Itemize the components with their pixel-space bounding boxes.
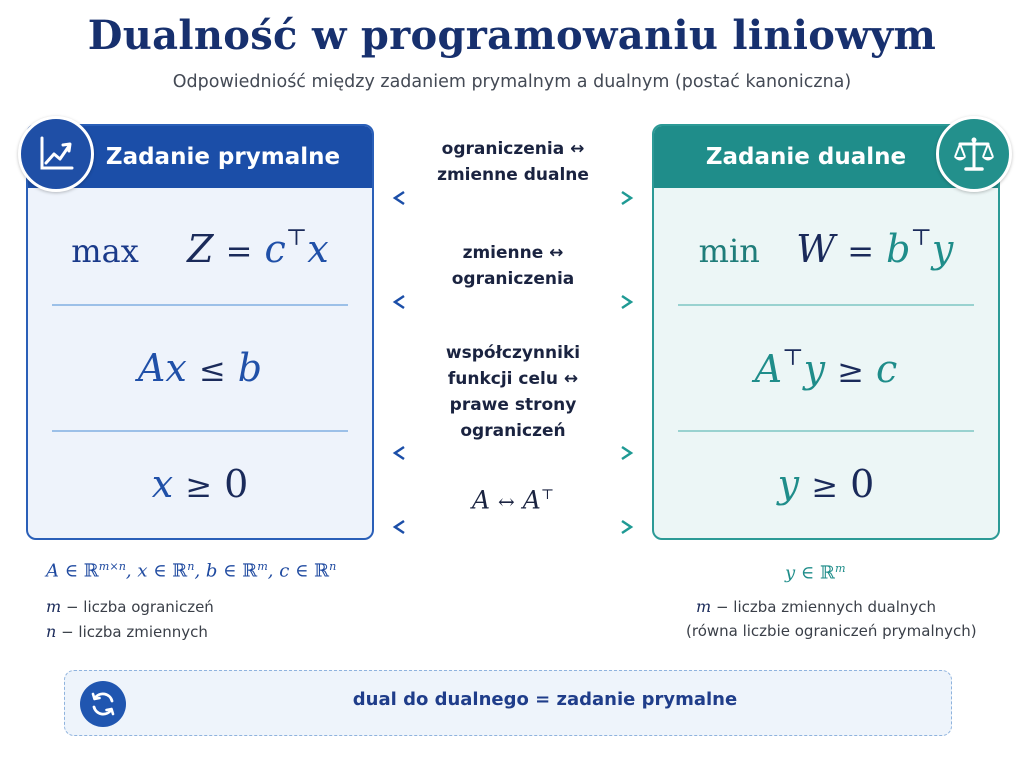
dual-nonneg-y: y	[777, 462, 800, 506]
line-chart-icon	[18, 116, 94, 192]
mapping-3-line-2: funkcji celu ↔	[447, 369, 579, 389]
mapping-coefficients-rhs	[402, 340, 624, 444]
mapping-3-line-4: ograniczeń	[460, 421, 566, 441]
dim-R-4: ℝ	[314, 560, 330, 582]
primal-nonneg	[28, 434, 372, 534]
mapping-constraints-dualvars	[402, 136, 624, 188]
primal-nonneg-x: x	[151, 462, 174, 506]
dual-constraint-rel: ≥	[837, 352, 864, 391]
dim-in-2: ∈	[153, 560, 167, 582]
dual-nonneg	[654, 434, 998, 534]
mapping-4-arrow: ↔	[498, 489, 515, 514]
primal-divider-1	[52, 304, 348, 306]
primal-constraint-b: b	[237, 346, 263, 390]
dim-mxn: m×n	[98, 560, 126, 573]
dim-c: c	[279, 560, 290, 582]
double-arrow-1	[390, 188, 636, 208]
dual-nonneg-zero: 0	[850, 462, 875, 506]
primal-nonneg-zero: 0	[224, 462, 249, 506]
dual-note-m-text: − liczba zmiennych dualnych	[715, 598, 937, 616]
dual-objective-eq: =	[847, 232, 875, 271]
dim-R-2: ℝ	[172, 560, 188, 582]
dual-constraint-transpose: ⊤	[782, 344, 804, 371]
dim-A: A	[46, 560, 59, 582]
scales-icon	[936, 116, 1012, 192]
dual-note-m-2: (równa liczbie ograniczeń prymalnych)	[686, 622, 977, 640]
dim-x: x	[137, 560, 148, 582]
dual-dim-R: ℝ	[819, 562, 835, 584]
page-subtitle: Odpowiedniość między zadaniem prymalnym a dualnym (postać kanoniczna)	[172, 72, 852, 92]
mapping-vars-constraints	[402, 240, 624, 292]
footer-text: dual do dualnego = zadanie prymalne	[352, 689, 738, 710]
primal-constraint	[28, 318, 372, 418]
dual-constraint	[654, 318, 998, 418]
cycle-arrows-icon	[80, 681, 126, 727]
primal-objective-transpose: ⊤	[285, 224, 308, 251]
primal-objective-var: Z	[187, 227, 214, 272]
primal-divider-2	[52, 430, 348, 432]
double-arrow-3	[390, 443, 636, 463]
dual-panel	[652, 124, 1000, 540]
dual-objective-var: W	[796, 227, 836, 272]
dual-dim-m: m	[834, 562, 846, 575]
primal-objective-op: max	[71, 232, 139, 271]
mapping-1-line-2: zmienne dualne	[437, 165, 589, 185]
primal-objective-eq: =	[225, 232, 253, 271]
primal-note-m	[46, 597, 214, 616]
dual-dim-y: y	[785, 562, 796, 584]
dual-objective	[654, 198, 998, 298]
dual-objective-op: min	[698, 232, 760, 271]
dual-constraint-y: y	[803, 347, 826, 392]
dim-n: n	[187, 560, 195, 573]
dual-note-m	[696, 597, 936, 616]
dim-b: b	[205, 560, 218, 582]
double-arrow-2	[390, 292, 636, 312]
primal-objective-c: c	[264, 227, 286, 272]
dim-n-2: n	[329, 560, 337, 573]
primal-note-m-text: − liczba ograniczeń	[65, 598, 214, 616]
primal-note-n-symbol: n	[46, 622, 57, 641]
mapping-3-line-3: prawe strony	[449, 395, 577, 415]
primal-objective	[28, 198, 372, 298]
primal-note-m-symbol: m	[46, 597, 62, 616]
dual-objective-transpose: ⊤	[910, 224, 932, 251]
dual-note-m-symbol: m	[696, 597, 712, 616]
primal-constraint-x: x	[165, 346, 187, 390]
dim-m: m	[257, 560, 268, 573]
primal-constraint-A: A	[137, 346, 166, 390]
primal-panel-header: Zadanie prymalne	[28, 126, 372, 188]
mapping-1-line-1: ograniczenia ↔	[441, 139, 585, 159]
primal-nonneg-rel: ≥	[185, 467, 213, 505]
dim-R-1: ℝ	[83, 560, 99, 582]
primal-dimensions: A ∈ ℝ$^{m\times n}$, x ∈ ℝ$^n$, b ∈ ℝ$^m$, c ∈ ℝ$^n$	[46, 560, 337, 582]
primal-objective-x: x	[307, 227, 329, 272]
mapping-2-line-2: ograniczenia	[451, 269, 575, 289]
page-title: Dualność w programowaniu liniowym	[87, 12, 937, 59]
mapping-4-A: A	[472, 485, 491, 515]
primal-panel	[26, 124, 374, 540]
mapping-4-transpose: ⊤	[540, 487, 554, 503]
dual-objective-b: b	[886, 227, 911, 272]
dim-in-1: ∈	[64, 560, 79, 582]
dual-divider-2	[678, 430, 974, 432]
dim-in-3: ∈	[223, 560, 237, 582]
primal-note-n	[46, 622, 208, 641]
dual-nonneg-rel: ≥	[811, 467, 839, 505]
double-arrow-4	[390, 517, 636, 537]
dual-constraint-A: A	[754, 347, 783, 392]
dual-objective-y: y	[931, 227, 954, 272]
mapping-3-line-1: współczynniki	[445, 343, 581, 363]
dual-panel-header: Zadanie dualne	[654, 126, 998, 188]
dual-dimensions	[785, 562, 846, 584]
mapping-4-A-transpose: A	[522, 485, 541, 515]
dim-R-3: ℝ	[242, 560, 258, 582]
primal-constraint-rel: ≤	[198, 351, 226, 389]
mapping-2-line-1: zmienne ↔	[462, 243, 564, 263]
primal-note-n-text: − liczba zmiennych	[61, 623, 208, 641]
dual-dim-in: ∈	[800, 562, 815, 584]
dual-divider-1	[678, 304, 974, 306]
mapping-matrix-transpose	[402, 482, 624, 514]
dual-constraint-c: c	[876, 347, 898, 392]
dim-in-4: ∈	[295, 560, 309, 582]
